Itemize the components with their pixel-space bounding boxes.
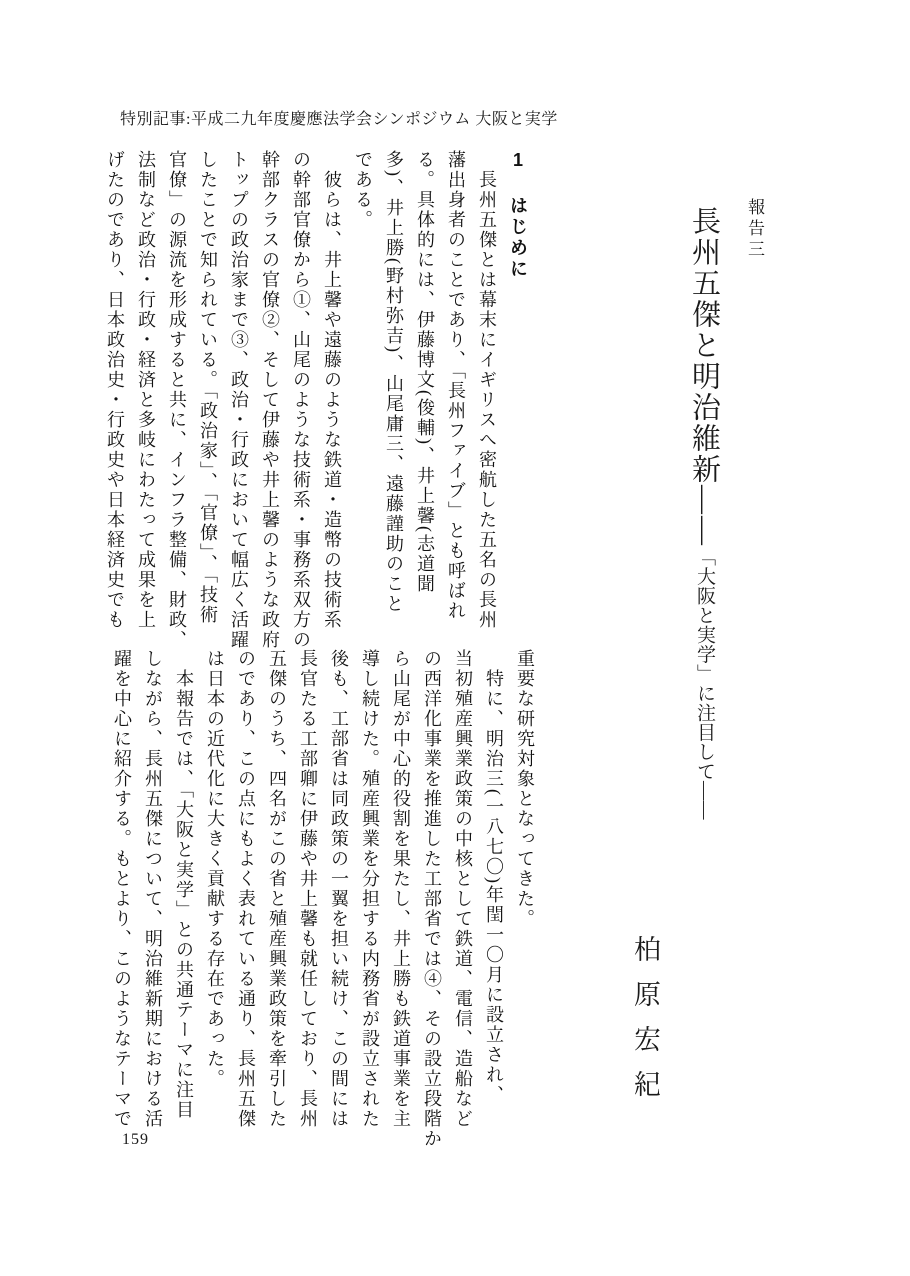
text-column: 藩出身者のことであり、「長州ファイブ」とも呼ばれ: [446, 150, 466, 621]
text-column: 多)、井上勝(野村弥吉)、山尾庸三、遠藤謹助のこと: [384, 150, 404, 614]
text-column: 長官たる工部卿に伊藤や井上馨も就任しており、長州: [298, 649, 318, 1129]
running-head: 特別記事:平成二九年度慶應法学会シンポジウム 大阪と実学: [120, 111, 558, 128]
text-column: 官僚」の源流を形成すると共に、インフラ整備、財政、: [167, 150, 187, 650]
article-title-subtitle: 「大阪と実学」に注目して――: [694, 547, 715, 820]
article-title-main: 長州五傑と明治維新――: [688, 206, 720, 547]
article-title: [687, 206, 721, 820]
text-column: の西洋化事業を推進した工部省では④、その設立段階か: [422, 649, 442, 1149]
page-number: 159: [122, 1131, 149, 1148]
text-column: 本報告では、「大阪と実学」との共通テーマに注目: [174, 669, 194, 1120]
text-column: したことで知られている。「政治家」、「官僚」、「技術: [198, 150, 218, 625]
text-column: は日本の近代化に大きく貢献する存在であった。: [205, 649, 225, 1089]
text-column: のであり、この点にもよく表れている通り、長州五傑: [236, 649, 256, 1129]
text-column: 特に、明治三(一八七〇)年閏一〇月に設立され、: [484, 669, 504, 1105]
text-column: しながら、長州五傑について、明治維新期における活: [143, 649, 163, 1129]
text-column: 五傑のうち、四名がこの省と殖産興業政策を牽引した: [267, 649, 287, 1129]
report-number-label: 報告三: [745, 198, 764, 261]
text-column: 躍を中心に紹介する。もとより、このようなテーマで: [112, 649, 132, 1129]
text-column: の幹部官僚から①、山尾のような技術系・事務系双方の: [291, 150, 311, 650]
text-column: 導し続けた。殖産興業を分担する内務省が設立された: [360, 649, 380, 1129]
section-heading: 1 はじめに: [508, 150, 528, 280]
body-text-block-upper: [99, 150, 533, 650]
text-column: 後も、工部省は同政策の一翼を担い続け、この間には: [329, 649, 349, 1129]
text-column: ら山尾が中心的役割を果たし、井上勝も鉄道事業を主: [391, 649, 411, 1129]
text-column: 当初殖産興業政策の中核として鉄道、電信、造船など: [453, 649, 473, 1129]
text-column: 重要な研究対象となってきた。: [515, 649, 535, 929]
text-column: 幹部クラスの官僚②、そして伊藤や井上馨のような政府: [260, 150, 280, 650]
text-column: トップの政治家まで③、政治・行政において幅広く活躍: [229, 150, 249, 650]
text-column: である。: [353, 150, 373, 230]
text-column: 彼らは、井上馨や遠藤のような鉄道・造幣の技術系: [322, 170, 342, 630]
text-column: る。具体的には、伊藤博文(俊輔)、井上馨(志道聞: [415, 150, 435, 594]
text-column: 長州五傑とは幕末にイギリスへ密航した五名の長州: [477, 170, 497, 630]
text-column: 法制など政治・行政・経済と多岐にわたって成果を上: [136, 150, 156, 630]
author-name: 柏原宏紀: [630, 935, 660, 1115]
text-column: げたのであり、日本政治史・行政史や日本経済史でも: [105, 150, 125, 630]
